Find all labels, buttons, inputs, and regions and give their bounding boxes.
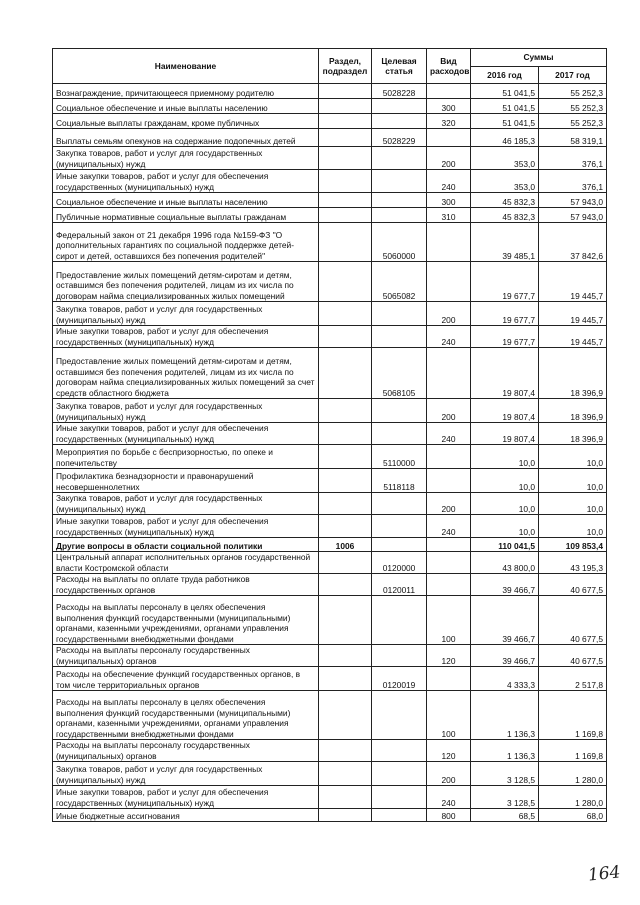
row-vid: 240 xyxy=(427,423,471,445)
row-statya: 5028229 xyxy=(372,129,427,147)
row-name: Закупка товаров, работ и услуг для государственных (муниципальных) нужд xyxy=(53,493,319,515)
table-row xyxy=(53,645,607,667)
row-razdel xyxy=(319,552,372,574)
row-name: Публичные нормативные социальные выплаты гражданам xyxy=(53,208,319,223)
row-statya xyxy=(372,399,427,423)
row-vid xyxy=(427,129,471,147)
header-vid: Вид расходов xyxy=(427,49,471,84)
row-sum-2016: 45 832,3 xyxy=(471,208,539,223)
row-sum-2017: 1 169,8 xyxy=(539,740,607,762)
row-sum-2017: 1 169,8 xyxy=(539,691,607,740)
row-name: Центральный аппарат исполнительных органов государственной власти Костромской области xyxy=(53,552,319,574)
row-sum-2016: 110 041,5 xyxy=(471,538,539,552)
row-statya xyxy=(372,596,427,645)
row-razdel xyxy=(319,170,372,193)
row-statya: 5118118 xyxy=(372,469,427,493)
row-vid: 120 xyxy=(427,645,471,667)
row-razdel xyxy=(319,399,372,423)
row-sum-2016: 51 041,5 xyxy=(471,99,539,114)
row-statya xyxy=(372,302,427,326)
row-name: Предоставление жилых помещений детям-сиротам и детям, оставшимся без попечения родителей, лицам из их числа по договорам найма специализированных жилых помещений xyxy=(53,262,319,302)
row-name: Выплаты семьям опекунов на содержание подопечных детей xyxy=(53,129,319,147)
row-sum-2016: 10,0 xyxy=(471,469,539,493)
row-name: Социальное обеспечение и иные выплаты населению xyxy=(53,99,319,114)
row-razdel xyxy=(319,667,372,691)
row-sum-2016: 19 677,7 xyxy=(471,326,539,348)
row-name: Иные бюджетные ассигнования xyxy=(53,809,319,822)
row-sum-2016: 39 466,7 xyxy=(471,596,539,645)
row-sum-2017: 10,0 xyxy=(539,493,607,515)
row-razdel xyxy=(319,223,372,262)
row-sum-2016: 39 466,7 xyxy=(471,645,539,667)
row-vid xyxy=(427,469,471,493)
table-row xyxy=(53,515,607,538)
row-sum-2016: 10,0 xyxy=(471,493,539,515)
row-sum-2016: 43 800,0 xyxy=(471,552,539,574)
budget-sheet xyxy=(52,48,606,822)
row-statya xyxy=(372,326,427,348)
row-vid: 200 xyxy=(427,147,471,170)
row-razdel xyxy=(319,208,372,223)
row-razdel xyxy=(319,445,372,469)
row-razdel xyxy=(319,262,372,302)
row-vid: 200 xyxy=(427,762,471,786)
row-sum-2016: 19 807,4 xyxy=(471,348,539,399)
row-razdel xyxy=(319,786,372,809)
table-row xyxy=(53,423,607,445)
table-row xyxy=(53,493,607,515)
table-row xyxy=(53,208,607,223)
table-row xyxy=(53,114,607,129)
header-year-2016: 2016 год xyxy=(471,67,539,84)
row-statya xyxy=(372,740,427,762)
table-row xyxy=(53,538,607,552)
row-name: Расходы на выплаты персоналу в целях обеспечения выполнения функций государственными (муниципальными) органами, казенными учреждениями, органами управления государственными внебюджетными фондами xyxy=(53,691,319,740)
row-sum-2016: 46 185,3 xyxy=(471,129,539,147)
row-razdel xyxy=(319,99,372,114)
row-razdel xyxy=(319,423,372,445)
table-row xyxy=(53,170,607,193)
row-statya xyxy=(372,147,427,170)
budget-table xyxy=(52,48,607,822)
row-razdel xyxy=(319,348,372,399)
row-statya: 5110000 xyxy=(372,445,427,469)
table-row xyxy=(53,552,607,574)
row-sum-2017: 40 677,5 xyxy=(539,596,607,645)
row-sum-2016: 19 677,7 xyxy=(471,262,539,302)
row-sum-2017: 19 445,7 xyxy=(539,302,607,326)
row-sum-2016: 4 333,3 xyxy=(471,667,539,691)
row-vid xyxy=(427,223,471,262)
row-statya: 0120019 xyxy=(372,667,427,691)
row-vid: 300 xyxy=(427,99,471,114)
row-name: Иные закупки товаров, работ и услуг для обеспечения государственных (муниципальных) нужд xyxy=(53,786,319,809)
row-sum-2017: 40 677,5 xyxy=(539,574,607,596)
row-razdel xyxy=(319,469,372,493)
row-name: Расходы на обеспечение функций государственных органов, в том числе территориальных органов xyxy=(53,667,319,691)
row-statya xyxy=(372,691,427,740)
row-sum-2017: 10,0 xyxy=(539,515,607,538)
row-name: Федеральный закон от 21 декабря 1996 года №159-ФЗ "О дополнительных гарантиях по социальной поддержке детей-сирот и детей, оставшихся без попечения родителей" xyxy=(53,223,319,262)
row-vid xyxy=(427,262,471,302)
row-razdel xyxy=(319,326,372,348)
table-row xyxy=(53,574,607,596)
row-name: Другие вопросы в области социальной политики xyxy=(53,538,319,552)
row-statya: 5060000 xyxy=(372,223,427,262)
row-sum-2016: 1 136,3 xyxy=(471,740,539,762)
row-statya xyxy=(372,645,427,667)
row-sum-2017: 376,1 xyxy=(539,147,607,170)
row-name: Иные закупки товаров, работ и услуг для обеспечения государственных (муниципальных) нужд xyxy=(53,423,319,445)
row-name: Социальное обеспечение и иные выплаты населению xyxy=(53,193,319,208)
row-vid xyxy=(427,84,471,99)
row-name: Расходы на выплаты по оплате труда работников государственных органов xyxy=(53,574,319,596)
header-name: Наименование xyxy=(53,49,319,84)
row-razdel xyxy=(319,691,372,740)
row-sum-2017: 1 280,0 xyxy=(539,762,607,786)
row-vid xyxy=(427,574,471,596)
row-sum-2017: 109 853,4 xyxy=(539,538,607,552)
row-razdel xyxy=(319,574,372,596)
row-sum-2017: 57 943,0 xyxy=(539,208,607,223)
row-sum-2016: 19 677,7 xyxy=(471,302,539,326)
row-vid: 300 xyxy=(427,193,471,208)
row-sum-2017: 68,0 xyxy=(539,809,607,822)
row-razdel xyxy=(319,515,372,538)
row-name: Закупка товаров, работ и услуг для государственных (муниципальных) нужд xyxy=(53,302,319,326)
table-row xyxy=(53,809,607,822)
row-statya xyxy=(372,538,427,552)
table-row xyxy=(53,262,607,302)
table-row xyxy=(53,596,607,645)
row-statya xyxy=(372,170,427,193)
header-statya: Целевая статья xyxy=(372,49,427,84)
row-razdel xyxy=(319,645,372,667)
table-row xyxy=(53,399,607,423)
row-razdel xyxy=(319,84,372,99)
row-razdel xyxy=(319,193,372,208)
row-sum-2017: 37 842,6 xyxy=(539,223,607,262)
row-statya: 0120011 xyxy=(372,574,427,596)
row-name: Расходы на выплаты персоналу в целях обеспечения выполнения функций государственными (муниципальными) органами, казенными учреждениями, органами управления государственными внебюджетными фондами xyxy=(53,596,319,645)
row-sum-2016: 19 807,4 xyxy=(471,423,539,445)
row-sum-2016: 51 041,5 xyxy=(471,84,539,99)
row-statya xyxy=(372,809,427,822)
row-name: Профилактика безнадзорности и правонарушений несовершеннолетних xyxy=(53,469,319,493)
row-razdel xyxy=(319,596,372,645)
table-row xyxy=(53,762,607,786)
row-statya xyxy=(372,193,427,208)
row-sum-2016: 353,0 xyxy=(471,147,539,170)
row-sum-2017: 55 252,3 xyxy=(539,99,607,114)
row-statya xyxy=(372,515,427,538)
row-name: Расходы на выплаты персоналу государственных (муниципальных) органов xyxy=(53,645,319,667)
row-vid: 100 xyxy=(427,596,471,645)
row-sum-2016: 45 832,3 xyxy=(471,193,539,208)
row-vid: 200 xyxy=(427,493,471,515)
row-vid: 320 xyxy=(427,114,471,129)
table-row xyxy=(53,302,607,326)
row-sum-2016: 10,0 xyxy=(471,515,539,538)
row-sum-2017: 40 677,5 xyxy=(539,645,607,667)
row-sum-2016: 19 807,4 xyxy=(471,399,539,423)
row-name: Предоставление жилых помещений детям-сиротам и детям, оставшимся без попечения родителей, лицам из их числа по договорам найма специализированных жилых помещений за счет средств областного бюджета xyxy=(53,348,319,399)
row-statya xyxy=(372,493,427,515)
row-sum-2017: 19 445,7 xyxy=(539,326,607,348)
row-statya xyxy=(372,762,427,786)
row-statya: 5028228 xyxy=(372,84,427,99)
row-sum-2017: 19 445,7 xyxy=(539,262,607,302)
row-statya: 5065082 xyxy=(372,262,427,302)
header-razdel: Раздел, подраздел xyxy=(319,49,372,84)
row-vid: 310 xyxy=(427,208,471,223)
row-vid: 240 xyxy=(427,170,471,193)
row-sum-2017: 18 396,9 xyxy=(539,348,607,399)
table-row xyxy=(53,84,607,99)
row-sum-2017: 58 319,1 xyxy=(539,129,607,147)
row-name: Закупка товаров, работ и услуг для государственных (муниципальных) нужд xyxy=(53,399,319,423)
row-vid: 240 xyxy=(427,515,471,538)
row-razdel xyxy=(319,809,372,822)
row-sum-2016: 1 136,3 xyxy=(471,691,539,740)
table-row xyxy=(53,326,607,348)
row-vid: 240 xyxy=(427,326,471,348)
table-row xyxy=(53,348,607,399)
row-vid: 100 xyxy=(427,691,471,740)
row-sum-2017: 18 396,9 xyxy=(539,399,607,423)
row-name: Расходы на выплаты персоналу государственных (муниципальных) органов xyxy=(53,740,319,762)
table-row xyxy=(53,223,607,262)
table-row xyxy=(53,691,607,740)
row-name: Иные закупки товаров, работ и услуг для обеспечения государственных (муниципальных) нужд xyxy=(53,515,319,538)
row-sum-2016: 353,0 xyxy=(471,170,539,193)
row-vid: 120 xyxy=(427,740,471,762)
row-sum-2016: 10,0 xyxy=(471,445,539,469)
table-row xyxy=(53,740,607,762)
table-row xyxy=(53,786,607,809)
row-vid xyxy=(427,348,471,399)
row-name: Иные закупки товаров, работ и услуг для обеспечения государственных (муниципальных) нужд xyxy=(53,170,319,193)
table-row xyxy=(53,129,607,147)
row-sum-2017: 1 280,0 xyxy=(539,786,607,809)
row-razdel: 1006 xyxy=(319,538,372,552)
row-razdel xyxy=(319,762,372,786)
row-name: Иные закупки товаров, работ и услуг для обеспечения государственных (муниципальных) нужд xyxy=(53,326,319,348)
header-summy: Суммы xyxy=(471,49,607,67)
row-statya xyxy=(372,208,427,223)
row-sum-2016: 51 041,5 xyxy=(471,114,539,129)
row-sum-2017: 57 943,0 xyxy=(539,193,607,208)
row-sum-2017: 376,1 xyxy=(539,170,607,193)
table-row xyxy=(53,99,607,114)
row-razdel xyxy=(319,302,372,326)
row-sum-2016: 68,5 xyxy=(471,809,539,822)
row-name: Закупка товаров, работ и услуг для государственных (муниципальных) нужд xyxy=(53,147,319,170)
row-vid xyxy=(427,445,471,469)
row-sum-2017: 2 517,8 xyxy=(539,667,607,691)
row-statya xyxy=(372,786,427,809)
row-name: Закупка товаров, работ и услуг для государственных (муниципальных) нужд xyxy=(53,762,319,786)
row-razdel xyxy=(319,493,372,515)
row-name: Мероприятия по борьбе с беспризорностью, по опеке и попечительству xyxy=(53,445,319,469)
header-year-2017: 2017 год xyxy=(539,67,607,84)
row-vid: 200 xyxy=(427,302,471,326)
row-statya xyxy=(372,114,427,129)
page-number: 164 xyxy=(587,862,622,886)
row-name: Вознаграждение, причитающееся приемному родителю xyxy=(53,84,319,99)
row-sum-2016: 39 466,7 xyxy=(471,574,539,596)
row-sum-2017: 10,0 xyxy=(539,445,607,469)
row-sum-2016: 39 485,1 xyxy=(471,223,539,262)
table-row xyxy=(53,193,607,208)
row-statya xyxy=(372,99,427,114)
row-sum-2017: 43 195,3 xyxy=(539,552,607,574)
row-razdel xyxy=(319,147,372,170)
row-vid: 200 xyxy=(427,399,471,423)
row-vid xyxy=(427,552,471,574)
row-statya: 0120000 xyxy=(372,552,427,574)
table-row xyxy=(53,147,607,170)
table-row xyxy=(53,667,607,691)
table-row xyxy=(53,469,607,493)
row-sum-2017: 18 396,9 xyxy=(539,423,607,445)
row-sum-2017: 10,0 xyxy=(539,469,607,493)
row-vid xyxy=(427,667,471,691)
row-statya: 5068105 xyxy=(372,348,427,399)
table-body xyxy=(53,84,607,822)
row-sum-2016: 3 128,5 xyxy=(471,786,539,809)
row-vid xyxy=(427,538,471,552)
row-vid: 240 xyxy=(427,786,471,809)
row-sum-2017: 55 252,3 xyxy=(539,114,607,129)
row-razdel xyxy=(319,740,372,762)
row-vid: 800 xyxy=(427,809,471,822)
row-name: Социальные выплаты гражданам, кроме публичных xyxy=(53,114,319,129)
row-razdel xyxy=(319,114,372,129)
row-razdel xyxy=(319,129,372,147)
row-sum-2017: 55 252,3 xyxy=(539,84,607,99)
row-sum-2016: 3 128,5 xyxy=(471,762,539,786)
row-statya xyxy=(372,423,427,445)
table-row xyxy=(53,445,607,469)
